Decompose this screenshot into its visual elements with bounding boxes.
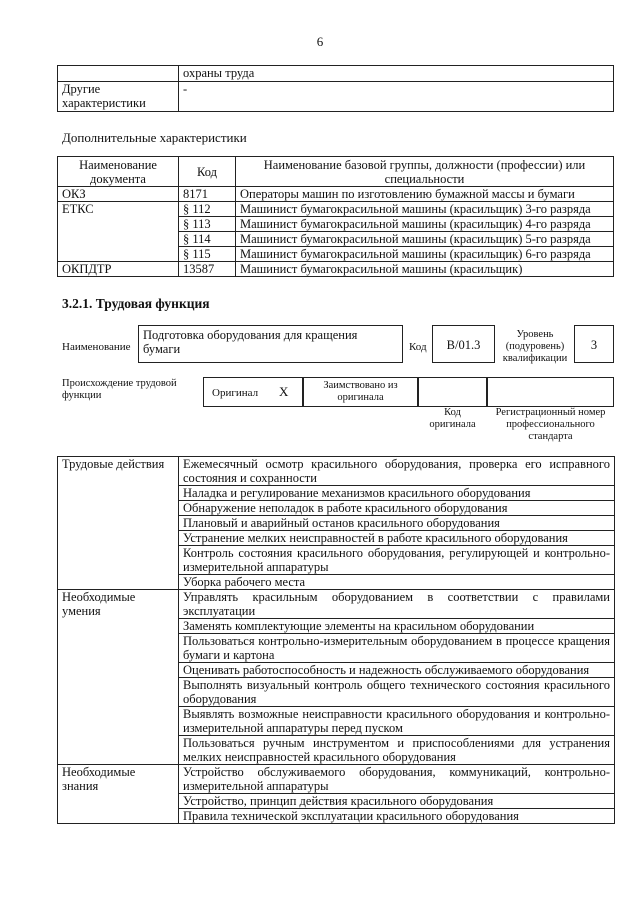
top-table <box>57 65 614 112</box>
registration-label: Регистрационный номер профессионального стандарта <box>495 407 606 442</box>
skill-item: Заменять комплектующие элементы на красильном оборудовании <box>179 619 615 634</box>
original-mark: X <box>279 384 289 399</box>
function-name-line1: Подготовка оборудования для кращения <box>143 328 358 342</box>
action-item: Уборка рабочего места <box>179 575 615 590</box>
etks-doc: ЕТКС <box>58 202 179 262</box>
etks-name: Машинист бумагокрасильной машины (красильщик) 6-го разряда <box>236 247 614 262</box>
etks-code: § 115 <box>179 247 236 262</box>
other-characteristics-value: - <box>179 82 614 112</box>
code-label: Код <box>409 341 427 353</box>
skill-item: Управлять красильным оборудованием в соответствии с правилами эксплуатации <box>179 590 615 619</box>
skill-item: Пользоваться контрольно-измерительным оборудованием в процессе кращения бумаги и картона <box>179 634 615 663</box>
original-code-label: Код оригинала <box>429 407 476 430</box>
header-name: Наименование базовой группы, должности (профессии) или специальности <box>236 157 614 187</box>
etks-name: Машинист бумагокрасильной машины (красильщик) 5-го разряда <box>236 232 614 247</box>
knowledge-label: Необходимые знания <box>58 765 179 824</box>
code-value: B/01.3 <box>432 325 495 363</box>
other-characteristics-label: Другие характеристики <box>58 82 179 112</box>
etks-name: Машинист бумагокрасильной машины (красильщик) 4-го разряда <box>236 217 614 232</box>
action-item: Наладка и регулирование механизмов красильного оборудования <box>179 486 615 501</box>
original-label: Оригинал <box>212 387 259 399</box>
level-value: 3 <box>574 325 614 363</box>
okpdtr-name: Машинист бумагокрасильной машины (красильщик) <box>236 262 614 277</box>
origin-label: Происхождение трудовой функции <box>62 378 177 401</box>
additional-title: Дополнительные характеристики <box>62 130 247 145</box>
header-document: Наименование документа <box>58 157 179 187</box>
okpdtr-doc: ОКПДТР <box>58 262 179 277</box>
okz-name: Операторы машин по изготовлению бумажной массы и бумаги <box>236 187 614 202</box>
top-row-value: охраны труда <box>179 66 614 82</box>
section-title: 3.2.1. Трудовая функция <box>62 296 210 311</box>
etks-name: Машинист бумагокрасильной машины (красильщик) 3-го разряда <box>236 202 614 217</box>
page-number: 6 <box>316 34 324 49</box>
labor-function-table <box>57 456 615 824</box>
skills-label: Необходимые умения <box>58 590 179 765</box>
knowledge-item: Устройство обслуживаемого оборудования, коммуникаций, контрольно-измерительной аппаратуры <box>179 765 615 794</box>
registration-box <box>487 377 614 407</box>
level-label: Уровень (подуровень) квалификации <box>502 329 568 364</box>
skill-item: Выявлять возможные неисправности красильного оборудования и контрольно-измерительной аппаратуры перед пуском <box>179 707 615 736</box>
header-code: Код <box>179 157 236 187</box>
action-item: Ежемесячный осмотр красильного оборудования, проверка его исправного состояния и сохранности <box>179 457 615 486</box>
actions-label: Трудовые действия <box>58 457 179 590</box>
skill-item: Выполнять визуальный контроль общего технического состояния красильного оборудования <box>179 678 615 707</box>
action-item: Контроль состояния красильного оборудования, регулирующей и контрольно-измерительной аппаратуры <box>179 546 615 575</box>
original-box <box>203 377 303 407</box>
function-name-box <box>138 325 403 363</box>
borrowed-box: Заимствовано из оригинала <box>303 377 418 407</box>
skill-item: Оценивать работоспособность и надежность обслуживаемого оборудования <box>179 663 615 678</box>
etks-code: § 113 <box>179 217 236 232</box>
name-label: Наименование <box>62 341 131 353</box>
top-row-label <box>58 66 179 82</box>
etks-code: § 114 <box>179 232 236 247</box>
knowledge-item: Устройство, принцип действия красильного оборудования <box>179 794 615 809</box>
skill-item: Пользоваться ручным инструментом и приспособлениями для устранения мелких неисправностей красильного оборудования <box>179 736 615 765</box>
knowledge-item: Правила технической эксплуатации красильного оборудования <box>179 809 615 824</box>
okz-doc: ОКЗ <box>58 187 179 202</box>
function-name-line2: бумаги <box>143 342 181 356</box>
additional-table <box>57 156 614 277</box>
okz-code: 8171 <box>179 187 236 202</box>
okpdtr-code: 13587 <box>179 262 236 277</box>
action-item: Устранение мелких неисправностей в работе красильного оборудования <box>179 531 615 546</box>
original-code-box <box>418 377 487 407</box>
action-item: Обнаружение неполадок в работе красильного оборудования <box>179 501 615 516</box>
action-item: Плановый и аварийный останов красильного оборудования <box>179 516 615 531</box>
etks-code: § 112 <box>179 202 236 217</box>
